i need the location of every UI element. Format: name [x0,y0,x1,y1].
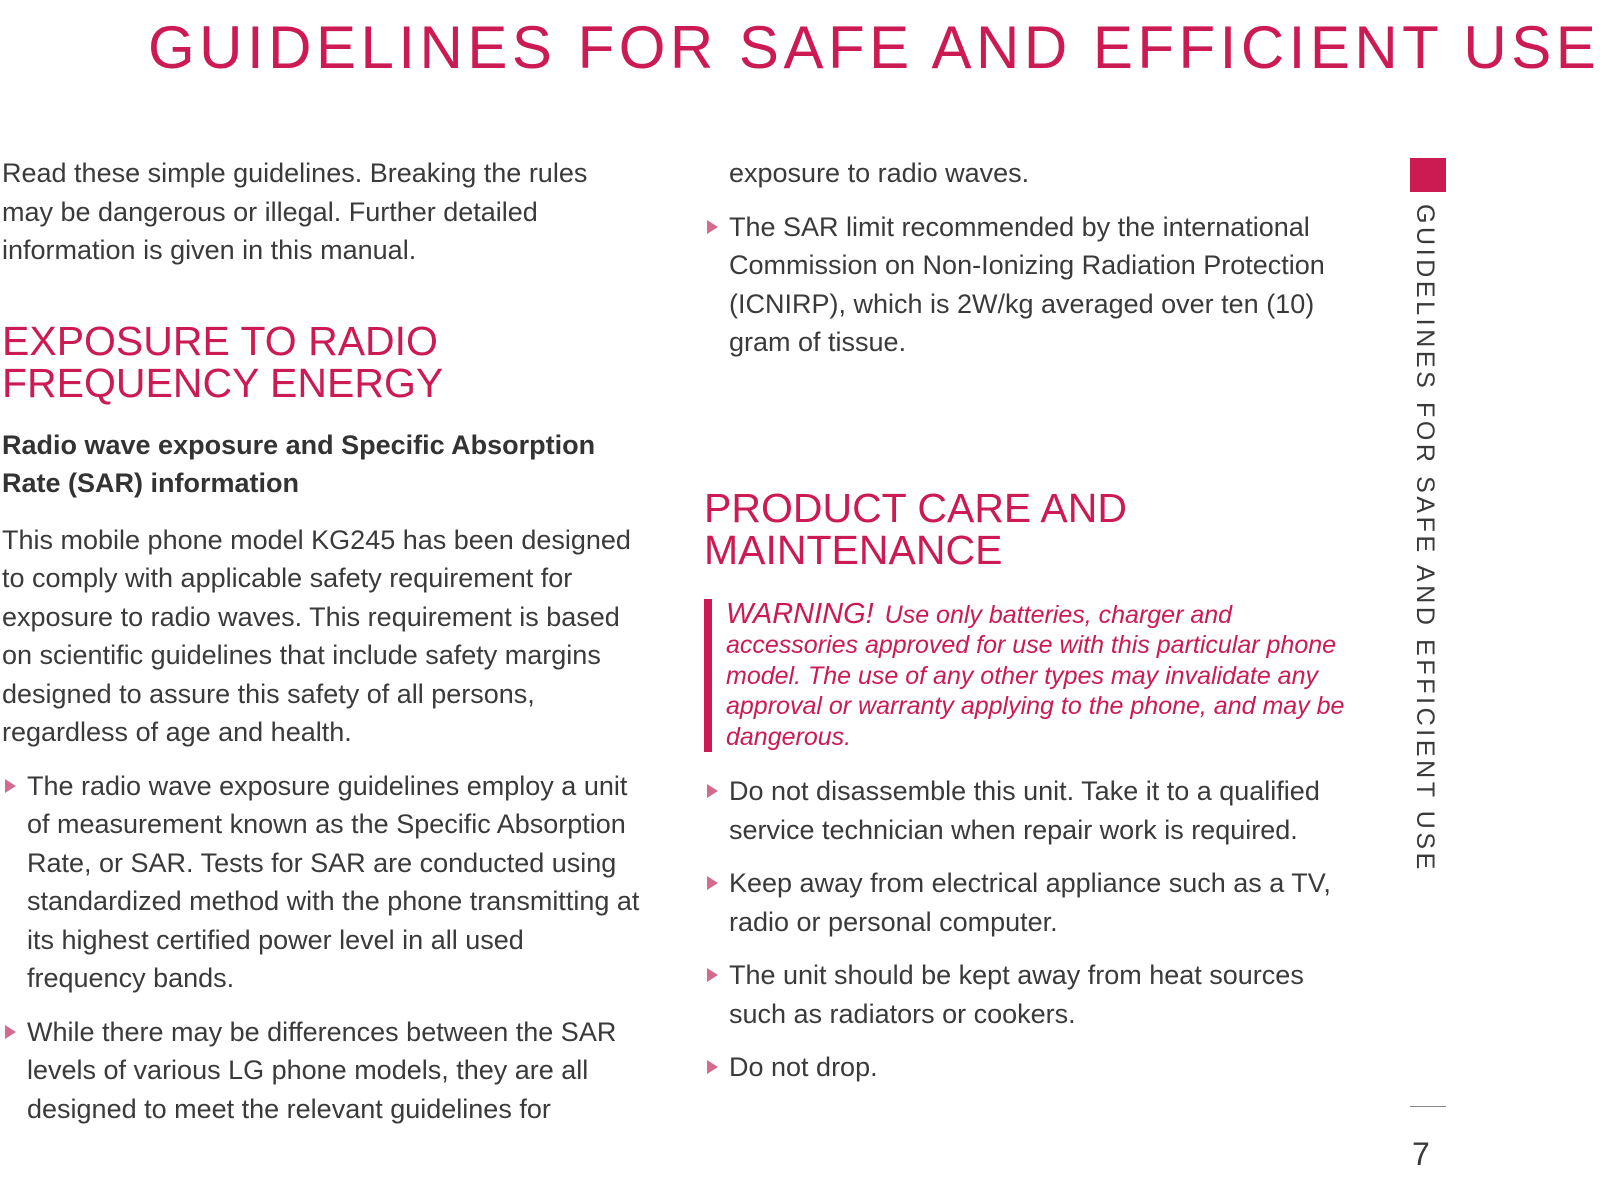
list-item [704,1048,1354,1087]
list-item [2,1013,642,1129]
triangle-bullet-icon [707,968,718,982]
list-item-text: Do not drop. [729,1052,878,1082]
list-item [704,864,1354,941]
side-tab-label: GUIDELINES FOR SAFE AND EFFICIENT USE [1411,204,1439,873]
side-tab-marker [1410,158,1446,192]
sar-bullet-list [2,767,642,1129]
sar-subheading: Radio wave exposure and Specific Absorption Rate (SAR) information [2,429,596,498]
triangle-bullet-icon [707,1060,718,1074]
list-item [704,208,1354,362]
sar-limit-bullet-list [704,208,1354,362]
sar-body-paragraph: This mobile phone model KG245 has been designed to comply with applicable safety requirement for exposure to radio waves. This requirement is based on scientific guidelines that include safety margins designed to assure this safety of all persons, regardless of age and health. [2,524,631,747]
continued-text: exposure to radio waves. [729,158,1030,188]
page-title: GUIDELINES FOR SAFE AND EFFICIENT USE [148,14,1600,81]
footer-divider [1410,1106,1446,1107]
list-item-text: The SAR limit recommended by the international Commission on Non-Ionizing Radiation Protection (ICNIRP), which is 2W/kg averaged over ten (10) gram of tissue. [729,211,1325,357]
list-item [704,956,1354,1033]
intro-paragraph: Read these simple guidelines. Breaking the rules may be dangerous or illegal. Further detailed information is given in this manual. [2,158,588,265]
triangle-bullet-icon [5,779,16,793]
warning-text: Use only batteries, charger and accessories approved for use with this particular phone model. The use of any other types may invalidate any approval or warranty applying to the phone, and may be dangerous. [726,600,1345,751]
list-item [704,772,1354,849]
warning-box [704,599,1354,753]
list-item-text: While there may be differences between the SAR levels of various LG phone models, they are all designed to meet the relevant guidelines for [27,1016,617,1124]
right-column [704,154,1354,1102]
care-bullet-list [704,772,1354,1087]
triangle-bullet-icon [707,220,718,234]
triangle-bullet-icon [707,876,718,890]
warning-label: WARNING! [726,597,874,630]
left-column [2,154,642,1143]
list-item-text: Keep away from electrical appliance such as a TV, radio or personal computer. [729,868,1331,937]
list-item-text: Do not disassemble this unit. Take it to a qualified service technician when repair work is required. [729,776,1320,845]
section-heading-rf-exposure: EXPOSURE TO RADIO FREQUENCY ENERGY [2,317,444,406]
list-item-text: The radio wave exposure guidelines employ a unit of measurement known as the Specific Absorption Rate, or SAR. Tests for SAR are conducted using standardized method with the phone transmitting at its highest certified power level in all used frequency bands. [27,770,640,993]
triangle-bullet-icon [5,1025,16,1039]
triangle-bullet-icon [707,784,718,798]
list-item-text: The unit should be kept away from heat sources such as radiators or cookers. [729,960,1304,1029]
list-item [2,767,642,998]
page-number: 7 [1412,1136,1430,1172]
section-heading-product-care: PRODUCT CARE AND MAINTENANCE [704,484,1127,573]
